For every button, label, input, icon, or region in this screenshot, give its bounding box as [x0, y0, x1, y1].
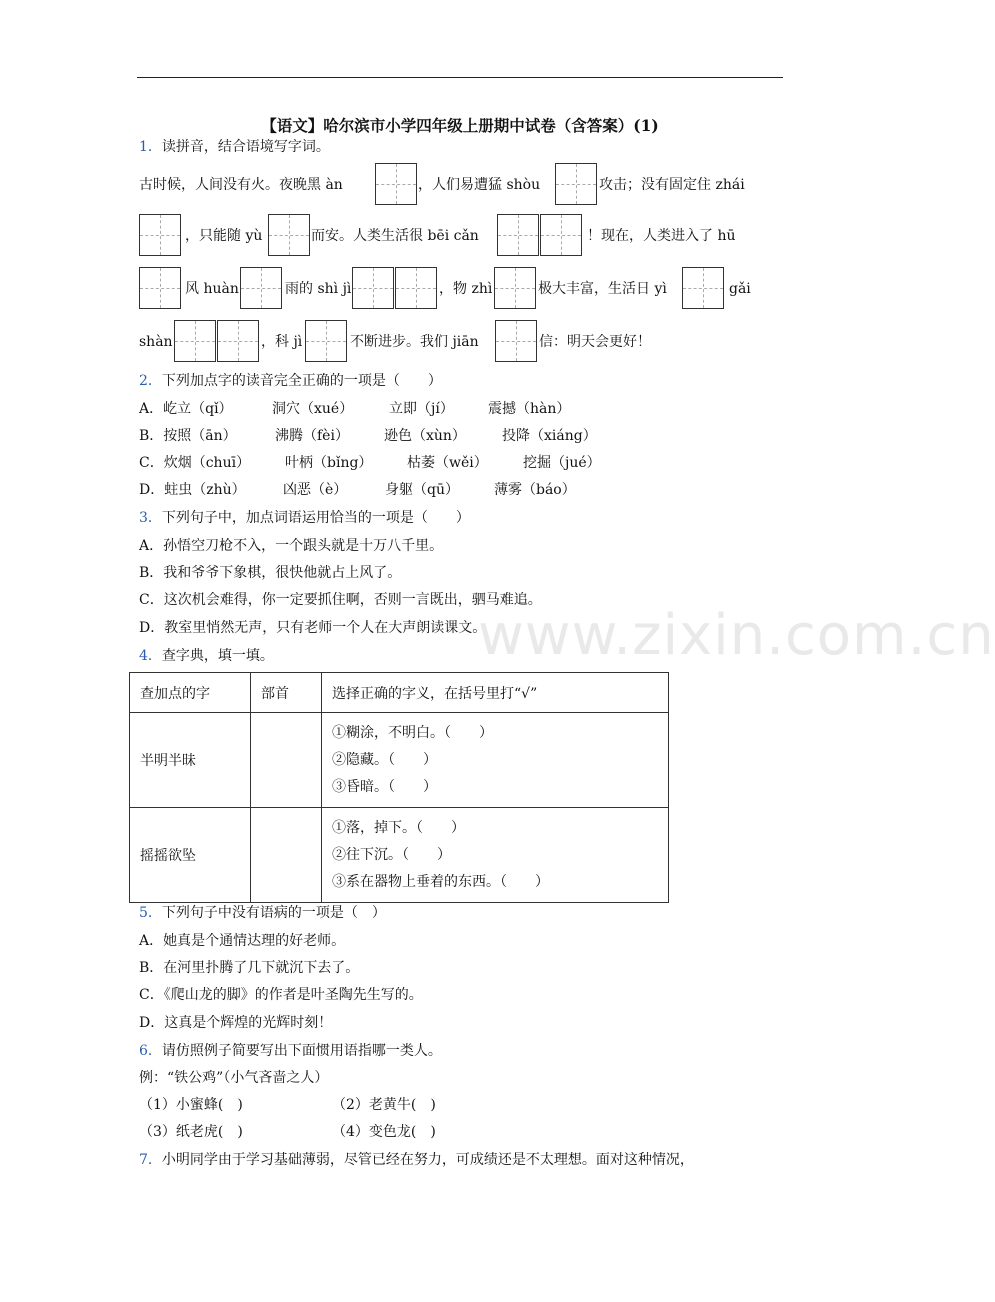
answer-box[interactable]	[268, 214, 310, 256]
q5-stem: 5．下列句子中没有语病的一项是（ ）	[139, 905, 386, 921]
page-title: 【语文】哈尔滨市小学四年级上册期中试卷（含答案）(1)	[261, 116, 659, 135]
q3-stem: 3．下列句子中，加点词语运用恰当的一项是（ ）	[139, 510, 470, 526]
q5-option-a: A．她真是个通情达理的好老师。	[139, 933, 346, 949]
dictionary-table	[129, 672, 669, 903]
q5-option-c: C．《爬山龙的脚》的作者是叶圣陶先生写的。	[139, 987, 423, 1003]
watermark: www.zixin.com.cn	[478, 603, 995, 668]
q4-stem: 4．查字典，填一填。	[139, 648, 274, 664]
answer-box[interactable]	[494, 267, 536, 309]
q3-option-d: D．教室里悄然无声，只有老师一个人在大声朗读课文。	[139, 620, 487, 636]
table-header: 部首	[251, 673, 322, 713]
radical-cell[interactable]	[251, 713, 322, 808]
answer-box[interactable]	[217, 320, 259, 362]
q3-option-c: C．这次机会难得，你一定要抓住啊，否则一言既出，驷马难追。	[139, 592, 542, 608]
q1-number: 1．	[139, 139, 162, 155]
answer-box[interactable]	[395, 267, 437, 309]
table-cell-word: 半明半昧	[130, 713, 251, 808]
answer-box[interactable]	[555, 163, 597, 205]
q1-stem: 1．读拼音，结合语境写字词。	[139, 139, 330, 155]
header-rule	[137, 77, 783, 78]
meanings-cell: ①糊涂，不明白。（ ） ②隐藏。（ ） ③昏暗。（ ）	[322, 713, 669, 808]
q2-stem: 2．下列加点字的读音完全正确的一项是（ ）	[139, 373, 442, 389]
table-header: 选择正确的字义，在括号里打“√”	[322, 673, 669, 713]
answer-box[interactable]	[139, 214, 181, 256]
answer-box[interactable]	[305, 320, 347, 362]
q3-option-b: B．我和爷爷下象棋，很快他就占上风了。	[139, 565, 402, 581]
answer-box[interactable]	[540, 214, 582, 256]
meanings-cell: ①落，掉下。（ ） ②往下沉。（ ） ③系在器物上垂着的东西。（ ）	[322, 808, 669, 903]
answer-box[interactable]	[375, 163, 417, 205]
answer-box[interactable]	[174, 320, 216, 362]
q6-stem: 6．请仿照例子简要写出下面惯用语指哪一类人。	[139, 1043, 442, 1059]
answer-box[interactable]	[139, 267, 181, 309]
table-cell-word: 摇摇欲坠	[130, 808, 251, 903]
q5-option-d: D．这真是个辉煌的光辉时刻！	[139, 1015, 333, 1031]
table-header: 查加点的字	[130, 673, 251, 713]
answer-box[interactable]	[497, 214, 539, 256]
q5-option-b: B．在河里扑腾了几下就沉下去了。	[139, 960, 360, 976]
q3-option-a: A．孙悟空刀枪不入，一个跟头就是十万八千里。	[139, 538, 444, 554]
radical-cell[interactable]	[251, 808, 322, 903]
answer-box[interactable]	[495, 320, 537, 362]
answer-box[interactable]	[240, 267, 282, 309]
q6-example: 例：“铁公鸡”（小气吝啬之人）	[139, 1070, 329, 1086]
answer-box[interactable]	[682, 267, 724, 309]
q7-stem: 7．小明同学由于学习基础薄弱，尽管已经在努力，可成绩还是不太理想。面对这种情况，	[139, 1152, 694, 1168]
answer-box[interactable]	[352, 267, 394, 309]
